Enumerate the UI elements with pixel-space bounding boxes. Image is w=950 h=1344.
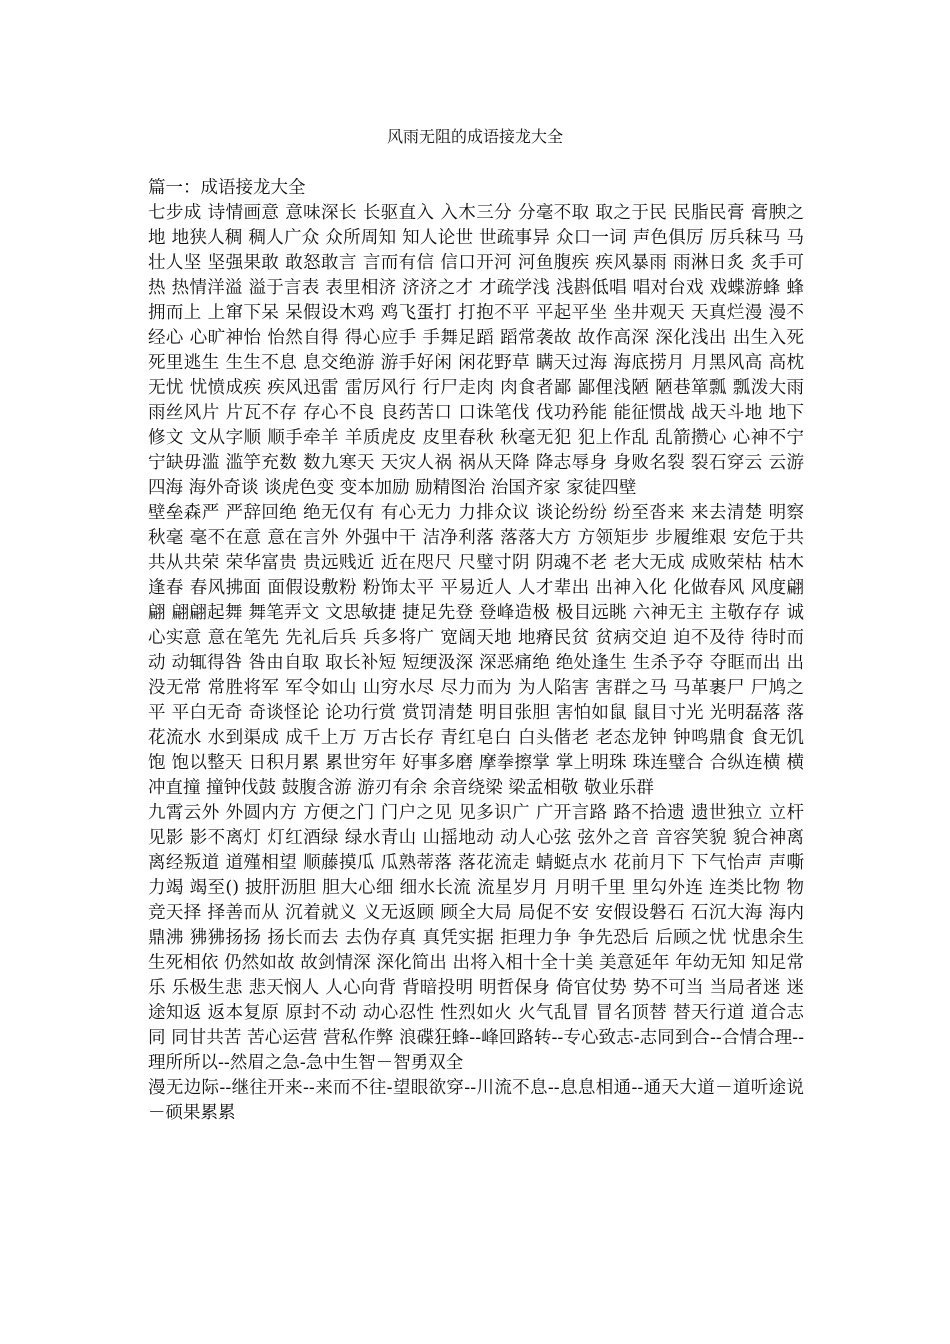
paragraph-4: 漫无边际--继往开来--来而不往-望眼欲穿--川流不息--息息相通--通天大道－道听途说－硕果累累 [148, 1078, 804, 1123]
document-body [148, 176, 804, 1126]
paragraph-3: 九霄云外 外圆内方 方便之门 门户之见 见多识广 广开言路 路不拾遗 遗世独立 立杆见影 影不离灯 灯红酒绿 绿水青山 山摇地动 动人心弦 弦外之音 音容笑貌 貌合神离 离经叛道 道殣相望 顺藤摸瓜 瓜熟蒂落 落花流走 蜻蜓点水 花前月下 下气怡声 声嘶力竭 竭至() 披肝沥胆 胆大心细 细水长流 流星岁月 月明千里 里勾外连 连类比物 物竞天择 择善而从 沉着就义 义无返顾 顾全大局 局促不安 安假设磐石 石沉大海 海内鼎沸 狒狒扬扬 扬长而去 去伪存真 真凭实据 拒理力争 争先恐后 后顾之忧 忧患余生 生死相依 仍然如故 故剑情深 深化简出 出将入相十全十美 美意延年 年幼无知 知足常乐 乐极生悲 悲天悯人 人心向背 背暗投明 明哲保身 倚官仗势 势不可当 当局者迷 迷途知返 返本复原 原封不动 动心忍性 性烈如火 火气乱冒 冒名顶替 替天行道 道合志同 同甘共苦 苦心运营 营私作弊 浪碟狂蜂--峰回路转--专心致志-志同到合--合情合理--理所所以--然眉之急-急中生智－智勇双全 [148, 803, 804, 1073]
document-title: 风雨无阻的成语接龙大全 [386, 127, 563, 146]
section-heading: 篇一：成语接龙大全 [148, 178, 306, 198]
paragraph-1: 七步成 诗情画意 意味深长 长驱直入 入木三分 分毫不取 取之于民 民脂民膏 膏腴之地 地狭人稠 稠人广众 众所周知 知人论世 世疏事异 众口一词 声色俱厉 厉兵秣马 马壮人坚 坚强果敢 敢怒敢言 言而有信 信口开河 河鱼腹疾 疾风暴雨 雨淋日炙 炙手可热 热情洋溢 溢于言表 表里相济 济济之才 才疏学浅 浅斟低唱 唱对台戏 戏蝶游蜂 蜂拥而上 上窜下呆 呆假设木鸡 鸡飞蛋打 打抱不平 平起平坐 坐井观天 天真烂漫 漫不经心 心旷神怡 怡然自得 得心应手 手舞足蹈 蹈常袭故 故作高深 深化浅出 出生入死 死里逃生 生生不息 息交绝游 游手好闲 闲花野草 瞒天过海 海底捞月 月黑风高 高枕无忧 忧愤成疾 疾风迅雷 雷厉风行 行尸走肉 肉食者鄙 鄙俚浅陋 陋巷箪瓢 瓢泼大雨 雨丝风片 片瓦不存 存心不良 良药苦口 口诛笔伐 伐功矜能 能征惯战 战天斗地 地下修文 文从字顺 顺手牵羊 羊质虎皮 皮里春秋 秋毫无犯 犯上作乱 乱箭攒心 心神不宁 宁缺毋滥 滥竽充数 数九寒天 天灾人祸 祸从天降 降志辱身 身败名裂 裂石穿云 云游四海 海外奇谈 谈虎色变 变本加励 励精图治 治国齐家 家徒四壁 [148, 203, 804, 498]
paragraph-2: 壁垒森严 严辞回绝 绝无仅有 有心无力 力排众议 谈论纷纷 纷至沓来 来去清楚 明察秋毫 毫不在意 意在言外 外强中干 洁净利落 落落大方 方领矩步 步履维艰 安危于共 共从共荣 荣华富贵 贵远贱近 近在咫尺 尺璧寸阴 阴魂不老 老大无成 成败荣枯 枯木逢春 春风拂面 面假设敷粉 粉饰太平 平易近人 人才辈出 出神入化 化做春风 风度翩翩 翩翩起舞 舞笔弄文 文思敏捷 捷足先登 登峰造极 极目远眺 六神无主 主敬存存 诚心实意 意在笔先 先礼后兵 兵多将广 宽阔天地 地瘠民贫 贫病交迫 迫不及待 待时而动 动辄得咎 咎由自取 取长补短 短绠汲深 深恶痛绝 绝处逢生 生杀予夺 夺眶而出 出没无常 常胜将军 军令如山 山穷水尽 尽力而为 为人陷害 害群之马 马革裹尸 尸鸠之平 平白无奇 奇谈怪论 论功行赏 赏罚清楚 明目张胆 害怕如鼠 鼠目寸光 光明磊落 落花流水 水到渠成 成千上万 万古长存 青红皂白 白头偕老 老态龙钟 钟鸣鼎食 食无饥饱 饱以整天 日积月累 累世穷年 好事多磨 摩拳擦掌 掌上明珠 珠连璧合 合纵连横 横冲直撞 撞钟伐鼓 鼓腹含游 游刃有余 余音绕梁 梁孟相敬 敬业乐群 [148, 503, 804, 798]
